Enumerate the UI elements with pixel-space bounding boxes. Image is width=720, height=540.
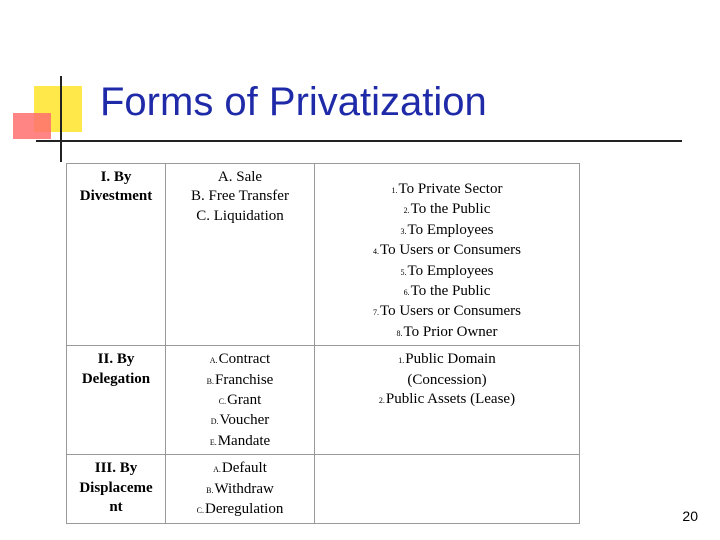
method-item bbox=[170, 411, 310, 431]
item-letter: B. bbox=[206, 485, 214, 495]
item-text: Contract bbox=[218, 351, 271, 368]
method-item bbox=[170, 480, 310, 500]
target-item bbox=[319, 350, 575, 370]
target-item bbox=[319, 390, 575, 410]
target-item bbox=[319, 200, 575, 220]
row-label-line: I. By bbox=[100, 169, 132, 185]
methods-cell bbox=[166, 164, 315, 346]
item-text: (Concession) bbox=[407, 371, 487, 388]
item-text: Public Assets (Lease) bbox=[385, 391, 516, 408]
row-label-cell bbox=[67, 346, 166, 455]
item-number: 2. bbox=[378, 396, 385, 406]
method-item: A. Sale bbox=[217, 169, 263, 185]
item-number: 4. bbox=[372, 247, 379, 257]
row-label-line: nt bbox=[109, 499, 123, 516]
page-number: 20 bbox=[682, 508, 698, 524]
item-text: Default bbox=[221, 460, 267, 477]
row-label-line: III. By bbox=[94, 460, 138, 477]
method-item bbox=[170, 391, 310, 411]
item-text: Public Domain bbox=[405, 351, 496, 368]
methods-cell bbox=[166, 346, 315, 455]
target-item bbox=[319, 180, 575, 200]
targets-cell-empty bbox=[315, 455, 580, 523]
methods-cell bbox=[166, 455, 315, 523]
targets-cell bbox=[315, 346, 580, 455]
privatization-table bbox=[66, 163, 580, 524]
row-label-cell bbox=[67, 164, 166, 346]
targets-cell bbox=[315, 164, 580, 346]
method-item bbox=[170, 432, 310, 452]
item-text: Franchise bbox=[215, 371, 274, 388]
item-number: 6. bbox=[403, 288, 410, 298]
item-text: To Users or Consumers bbox=[379, 242, 522, 259]
item-text: Withdraw bbox=[214, 480, 274, 497]
item-letter: E. bbox=[209, 437, 217, 447]
decor-horizontal-rule bbox=[36, 140, 682, 142]
item-number: 1. bbox=[391, 186, 398, 195]
item-text: Grant bbox=[227, 392, 262, 409]
item-text: To the Public bbox=[410, 201, 491, 218]
item-letter: C. bbox=[218, 397, 227, 407]
row-label-line: Displaceme bbox=[79, 479, 153, 496]
item-text: Mandate bbox=[217, 432, 271, 449]
item-text: Deregulation bbox=[205, 501, 284, 518]
table-row-displacement bbox=[67, 455, 580, 523]
decor-vertical-rule bbox=[60, 76, 62, 162]
item-letter: D. bbox=[210, 417, 219, 427]
method-item bbox=[170, 371, 310, 391]
item-number: 3. bbox=[400, 226, 407, 236]
target-item bbox=[319, 221, 575, 241]
method-item bbox=[170, 350, 310, 370]
item-text: To Prior Owner bbox=[403, 323, 498, 340]
cell-spacer bbox=[319, 168, 575, 180]
target-item bbox=[319, 371, 575, 390]
item-text: Voucher bbox=[219, 412, 270, 429]
method-item bbox=[170, 459, 310, 479]
table-row-divestment bbox=[67, 164, 580, 346]
decor-red-square bbox=[13, 113, 51, 139]
item-text: To Users or Consumers bbox=[379, 303, 522, 320]
method-item: B. Free Transfer bbox=[191, 188, 289, 205]
item-number: 8. bbox=[396, 328, 403, 338]
item-text: To Private Sector bbox=[398, 181, 503, 197]
target-item bbox=[319, 302, 575, 322]
row-label-line: II. By bbox=[97, 351, 135, 368]
method-item bbox=[170, 500, 310, 520]
item-letter: C. bbox=[196, 506, 205, 516]
row-label-line: Divestment bbox=[79, 188, 153, 205]
table-row-delegation bbox=[67, 346, 580, 455]
item-text: To the Public bbox=[410, 283, 491, 300]
method-item: C. Liquidation bbox=[196, 207, 284, 224]
target-item bbox=[319, 262, 575, 282]
target-item bbox=[319, 323, 575, 343]
row-label-line: Delegation bbox=[81, 370, 151, 387]
item-number: 1. bbox=[398, 356, 405, 366]
item-text: To Employees bbox=[407, 262, 494, 279]
item-letter: A. bbox=[213, 465, 221, 475]
item-number: 5. bbox=[400, 267, 407, 277]
item-letter: A. bbox=[209, 356, 218, 366]
slide-title: Forms of Privatization bbox=[100, 80, 487, 124]
item-text: To Employees bbox=[407, 221, 494, 238]
item-number: 7. bbox=[372, 308, 379, 318]
item-letter: B. bbox=[206, 376, 214, 386]
target-item bbox=[319, 241, 575, 261]
target-item bbox=[319, 282, 575, 302]
row-label-cell bbox=[67, 455, 166, 523]
item-number: 2. bbox=[403, 206, 410, 216]
